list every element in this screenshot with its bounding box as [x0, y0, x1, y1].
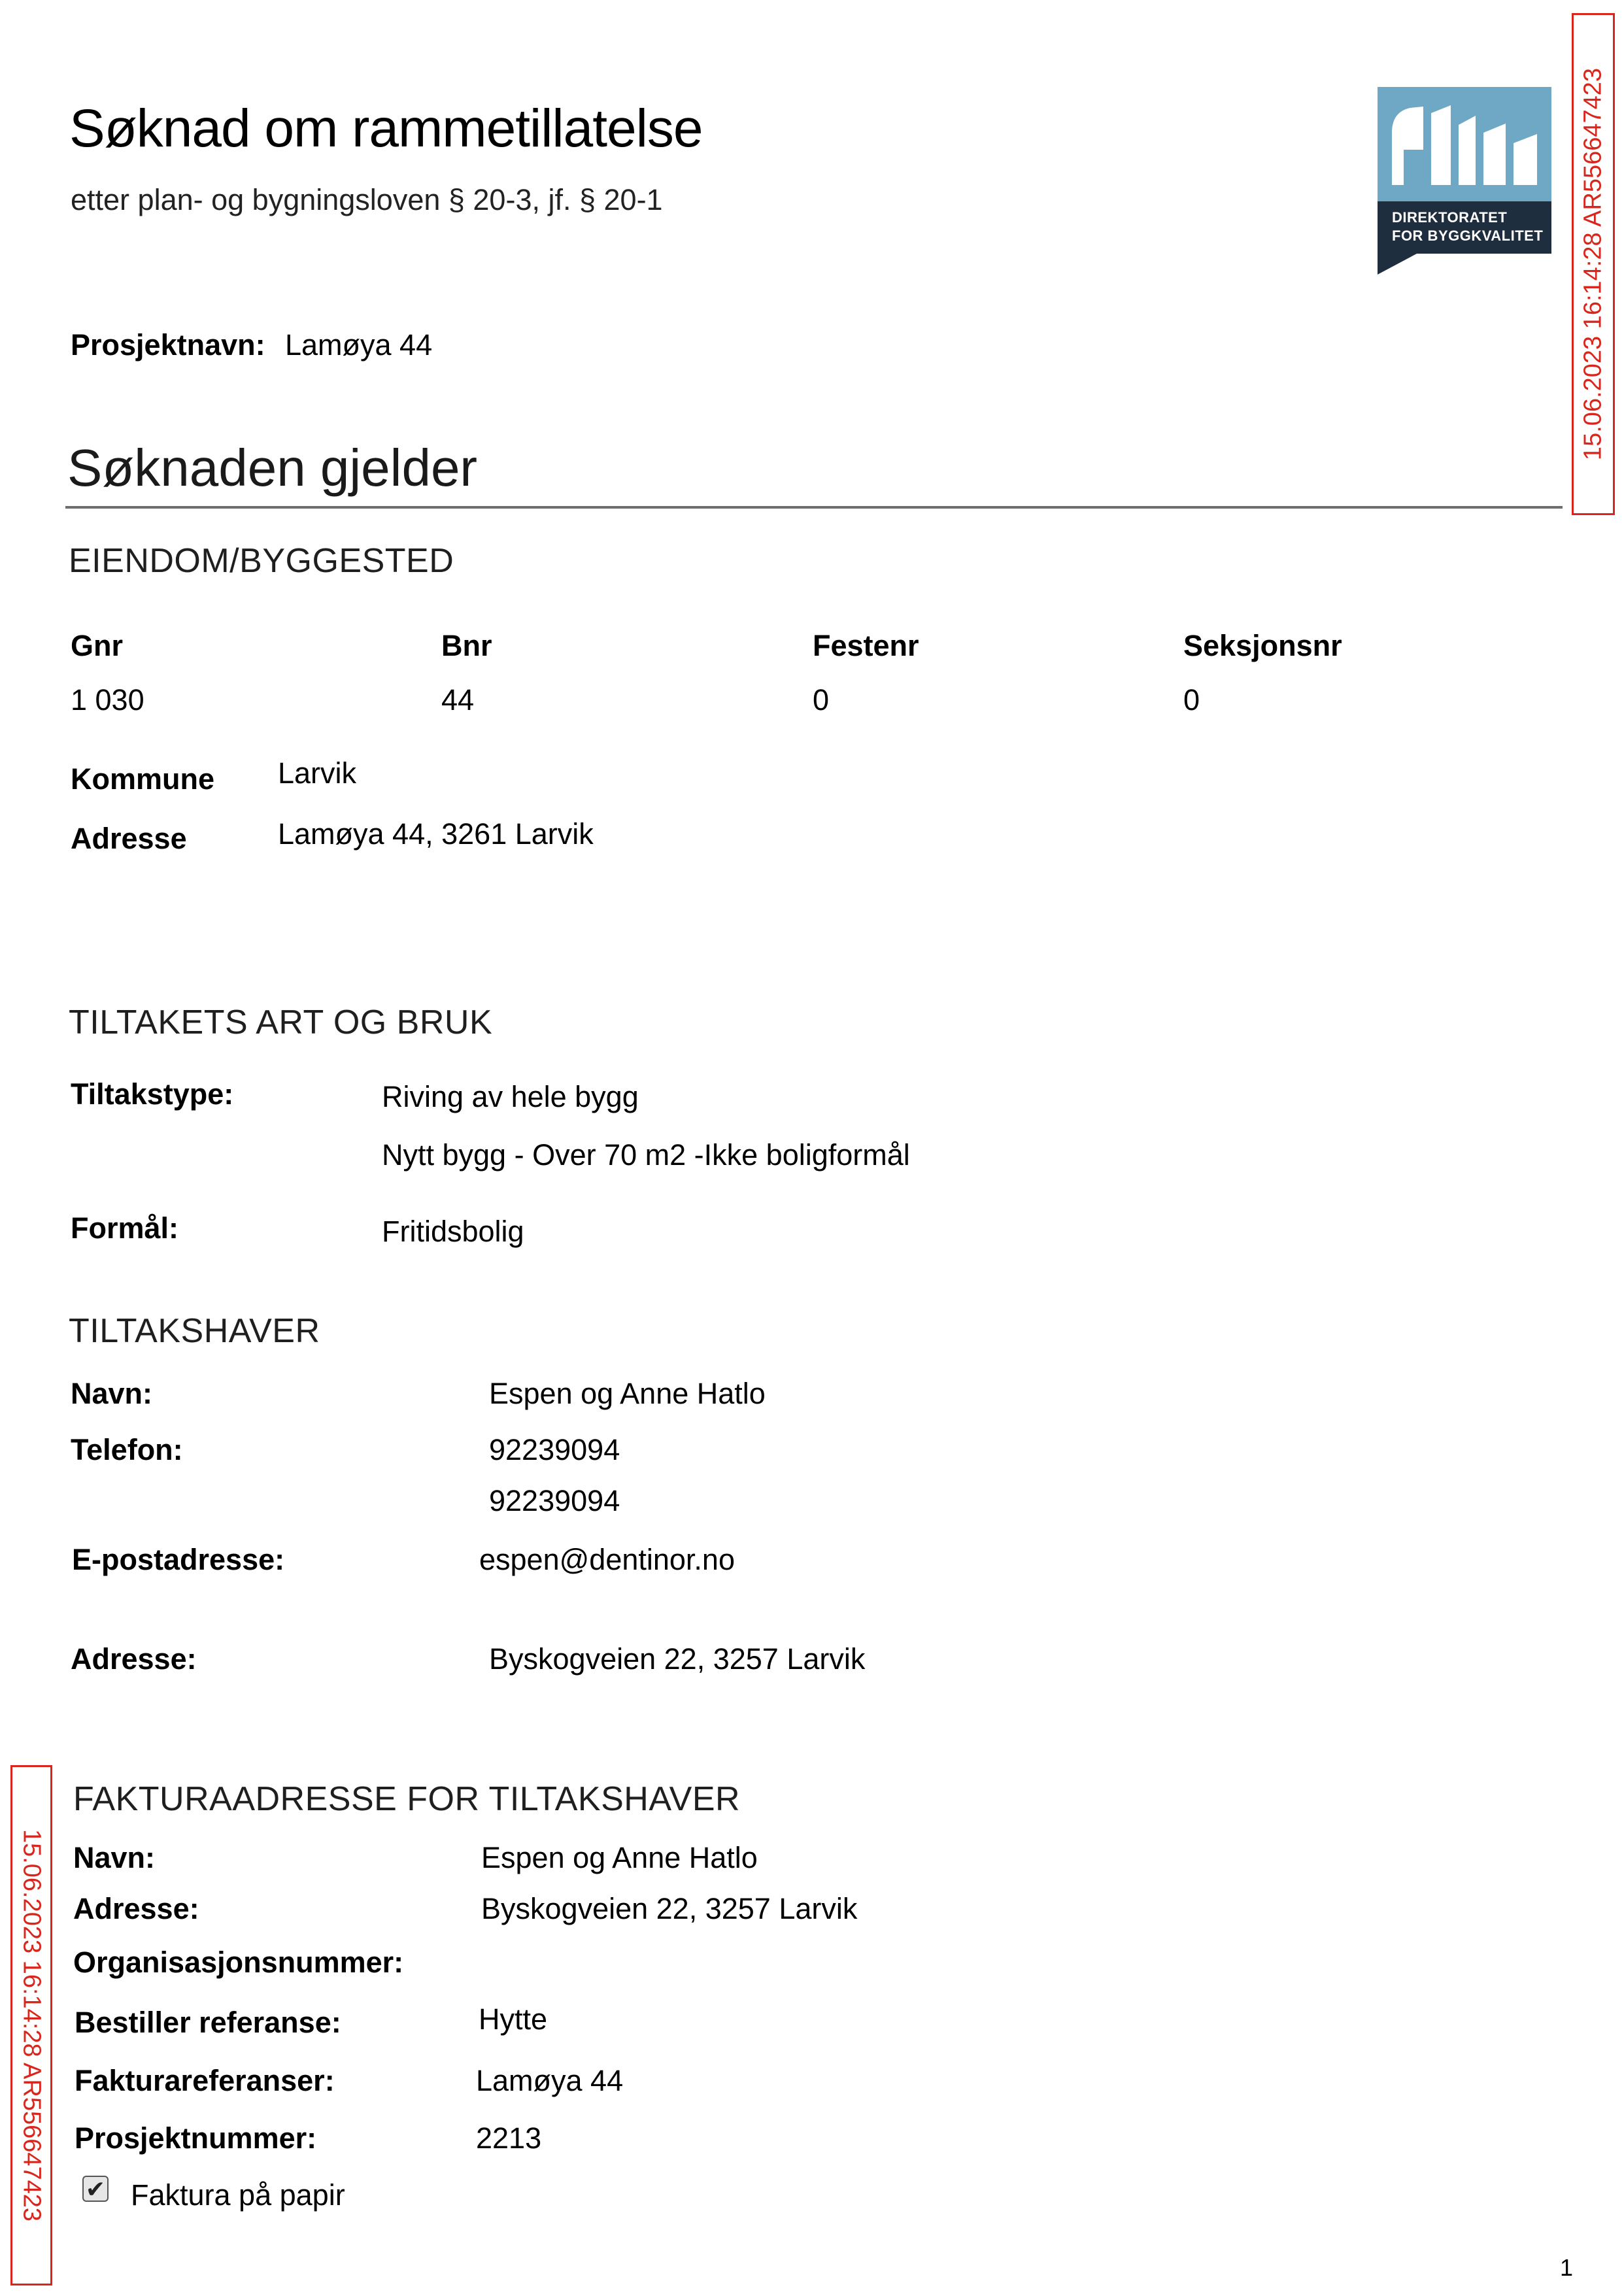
gnr-label: Gnr [71, 629, 124, 662]
fakturareferanser-label: Fakturareferanser: [75, 2064, 335, 2097]
stamp-text-left: 15.06.2023 16:14:28 AR556647423 [18, 1829, 46, 2222]
logo-text-line2: FOR BYGGKVALITET [1392, 228, 1544, 244]
faktura-papir-checkbox[interactable]: ✔ [82, 2176, 109, 2202]
section-title: Søknaden gjelder [67, 439, 478, 497]
page-number: 1 [1560, 2254, 1574, 2281]
eiendom-heading: EIENDOM/BYGGESTED [69, 542, 454, 580]
adresse-label: Adresse [71, 822, 187, 855]
epost-value: espen@dentinor.no [479, 1543, 735, 1576]
formal-label: Formål: [71, 1211, 179, 1245]
logo-text [1392, 209, 1543, 245]
faktura-heading: FAKTURAADRESSE FOR TILTAKSHAVER [73, 1780, 741, 1818]
bestiller-referanse-label: Bestiller referanse: [75, 2006, 341, 2039]
logo-buildings-icon [1378, 87, 1551, 201]
seksjonsnr-value: 0 [1183, 683, 1200, 717]
document-title: Søknad om rammetillatelse [69, 99, 703, 158]
festenr-label: Festenr [813, 629, 919, 662]
kommune-value: Larvik [278, 756, 357, 790]
logo-tail [1378, 254, 1417, 275]
prosjektnummer-value: 2213 [476, 2121, 542, 2155]
tiltakstype-value-1: Riving av hele bygg [382, 1080, 639, 1113]
dibk-logo [1378, 87, 1551, 274]
timestamp-stamp-left [10, 1765, 52, 2286]
formal-value: Fritidsbolig [382, 1215, 524, 1248]
faktura-navn-label: Navn: [73, 1841, 156, 1874]
bnr-label: Bnr [441, 629, 492, 662]
seksjonsnr-label: Seksjonsnr [1183, 629, 1342, 662]
logo-text-line1: DIREKTORATET [1392, 209, 1508, 226]
document-subtitle: etter plan- og bygningsloven § 20-3, jf. § 20-1 [71, 183, 663, 216]
timestamp-stamp-top [1572, 13, 1615, 515]
festenr-value: 0 [813, 683, 830, 717]
faktura-adresse-value: Byskogveien 22, 3257 Larvik [481, 1892, 858, 1925]
bestiller-referanse-value: Hytte [479, 2002, 548, 2036]
telefon-value-2: 92239094 [489, 1484, 620, 1517]
bnr-value: 44 [441, 683, 475, 717]
kommune-label: Kommune [71, 762, 215, 796]
adresse-value: Lamøya 44, 3261 Larvik [278, 817, 594, 851]
tiltakshaver-adresse-label: Adresse: [71, 1642, 197, 1676]
tiltak-heading: TILTAKETS ART OG BRUK [69, 1004, 493, 1041]
telefon-value-1: 92239094 [489, 1433, 620, 1466]
faktura-papir-label: Faktura på papir [131, 2178, 345, 2212]
tiltakshaver-heading: TILTAKSHAVER [69, 1312, 320, 1350]
project-name-label: Prosjektnavn: [71, 328, 265, 362]
faktura-navn-value: Espen og Anne Hatlo [481, 1841, 758, 1874]
stamp-text-top: 15.06.2023 16:14:28 AR556647423 [1579, 67, 1607, 461]
telefon-label: Telefon: [71, 1433, 183, 1466]
tiltakshaver-navn-value: Espen og Anne Hatlo [489, 1377, 766, 1410]
section-divider [65, 506, 1563, 509]
prosjektnummer-label: Prosjektnummer: [75, 2121, 317, 2155]
tiltakshaver-navn-label: Navn: [71, 1377, 153, 1410]
tiltakstype-value-2: Nytt bygg - Over 70 m2 -Ikke boligformål [382, 1138, 910, 1172]
project-name-value: Lamøya 44 [285, 328, 433, 362]
epost-label: E-postadresse: [72, 1543, 285, 1576]
tiltakshaver-adresse-value: Byskogveien 22, 3257 Larvik [489, 1642, 866, 1676]
logo-graphic [1378, 87, 1551, 201]
faktura-adresse-label: Adresse: [73, 1892, 199, 1925]
fakturareferanser-value: Lamøya 44 [476, 2064, 624, 2097]
gnr-value: 1 030 [71, 683, 144, 717]
organisasjonsnummer-label: Organisasjonsnummer: [73, 1946, 404, 1979]
tiltakstype-label: Tiltakstype: [71, 1077, 234, 1111]
